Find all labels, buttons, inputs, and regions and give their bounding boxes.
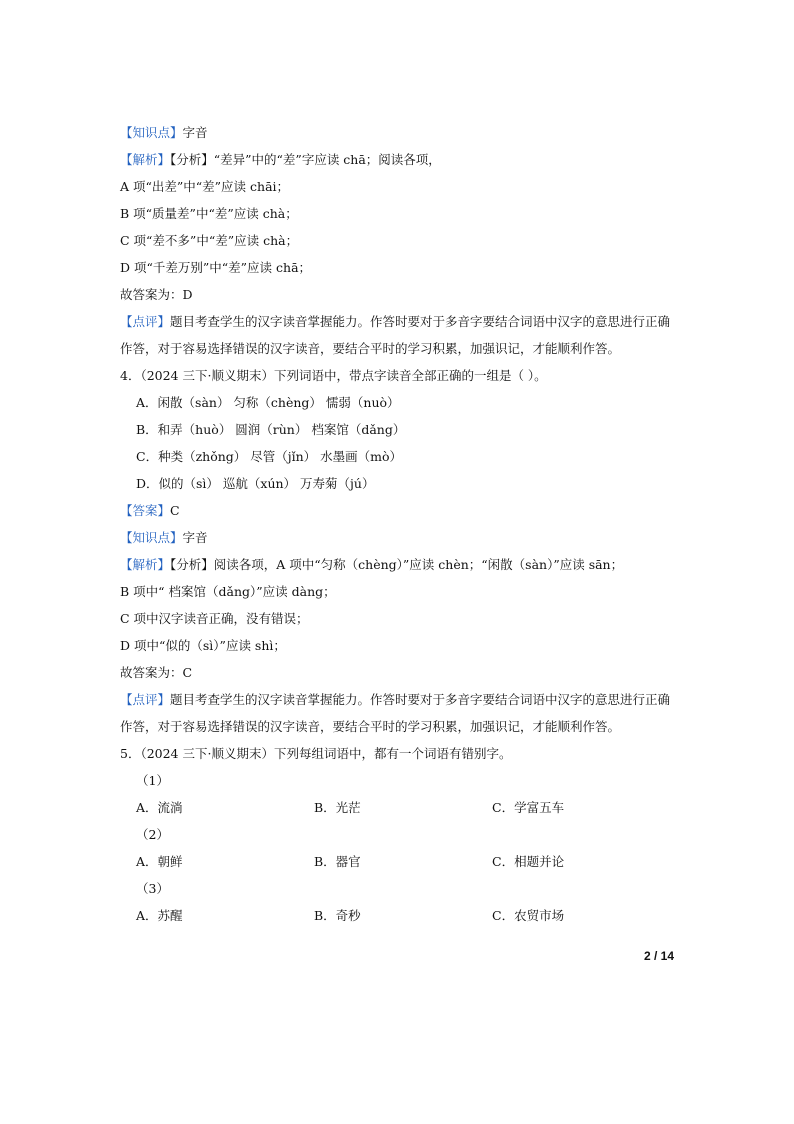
q3-knowledge-line bbox=[120, 124, 208, 142]
q3-comment-line bbox=[120, 313, 670, 331]
q5-group-3-label: （3） bbox=[136, 881, 169, 896]
q5-group-3-option-b: B．奇秒 bbox=[314, 908, 361, 923]
analysis-text: 【分析】“差异”中的“差”字应读 chā；阅读各项， bbox=[170, 152, 441, 167]
q5-group-1-option-a: A．流淌 bbox=[136, 800, 183, 815]
q4-stem: 4．（2024 三下·顺义期末）下列词语中，带点字读音全部正确的一组是（ ）。 bbox=[120, 368, 547, 383]
q4-analysis-item-b: B 项中“ 档案馆（dǎng）”应读 dàng； bbox=[120, 584, 336, 599]
q5-group-2-label: （2） bbox=[136, 827, 169, 842]
q4-comment-continuation: 作答，对于容易选择错误的汉字读音，要结合平时的学习积累，加强识记，才能顺利作答。 bbox=[120, 719, 621, 734]
knowledge-text: 字音 bbox=[182, 530, 208, 545]
q5-group-3-option-c: C．农贸市场 bbox=[492, 908, 565, 923]
comment-tag: 【点评】 bbox=[120, 314, 171, 329]
answer-tag: 【答案】 bbox=[120, 503, 171, 518]
q4-comment-line bbox=[120, 691, 670, 709]
q4-knowledge-line bbox=[120, 529, 208, 547]
q4-analysis-line bbox=[120, 556, 623, 574]
q5-group-1-label: （1） bbox=[136, 773, 169, 788]
answer-text: C bbox=[170, 503, 180, 518]
q4-answer-summary: 故答案为：C bbox=[120, 665, 193, 680]
q3-analysis-item-c: C 项“差不多”中“差”应读 chà； bbox=[120, 233, 299, 248]
q3-answer-line: 故答案为：D bbox=[120, 287, 193, 302]
q4-analysis-item-c: C 项中汉字读音正确，没有错误； bbox=[120, 611, 309, 626]
comment-text: 题目考查学生的汉字读音掌握能力。作答时要对于多音字要结合词语中汉字的意思进行正确 bbox=[170, 692, 671, 707]
page-number: 2 / 14 bbox=[643, 949, 674, 963]
knowledge-text: 字音 bbox=[182, 125, 208, 140]
q5-group-1-option-b: B．光茫 bbox=[314, 800, 361, 815]
comment-text: 题目考查学生的汉字读音掌握能力。作答时要对于多音字要结合词语中汉字的意思进行正确 bbox=[170, 314, 671, 329]
knowledge-tag: 【知识点】 bbox=[120, 125, 183, 140]
q4-answer-line bbox=[120, 502, 180, 520]
analysis-tag: 【解析】 bbox=[120, 557, 171, 572]
q4-option-c: C．种类（zhǒng） 尽管（jǐn） 水墨画（mò） bbox=[136, 449, 403, 464]
q4-option-b: B．和弄（huò） 圆润（rùn） 档案馆（dǎng） bbox=[136, 422, 406, 437]
analysis-text: 【分析】阅读各项，A 项中“匀称（chèng）”应读 chèn；“闲散（sàn）”应读 sān； bbox=[170, 557, 624, 572]
q4-option-d: D．似的（sì） 巡航（xún） 万寿菊（jú） bbox=[136, 476, 375, 491]
q5-group-2-option-c: C．相题并论 bbox=[492, 854, 565, 869]
q4-option-a: A．闲散（sàn） 匀称（chèng） 懦弱（nuò） bbox=[136, 395, 400, 410]
q5-group-1-option-c: C．学富五车 bbox=[492, 800, 565, 815]
q3-analysis-item-b: B 项“质量差”中“差”应读 chà； bbox=[120, 206, 298, 221]
q5-group-3-option-a: A．苏醒 bbox=[136, 908, 183, 923]
comment-tag: 【点评】 bbox=[120, 692, 171, 707]
analysis-tag: 【解析】 bbox=[120, 152, 171, 167]
q5-group-2-option-b: B．器官 bbox=[314, 854, 361, 869]
q3-analysis-line bbox=[120, 151, 441, 169]
q3-comment-continuation: 作答，对于容易选择错误的汉字读音，要结合平时的学习积累，加强识记，才能顺利作答。 bbox=[120, 341, 621, 356]
q4-analysis-item-d: D 项中“似的（sì）”应读 shì； bbox=[120, 638, 286, 653]
knowledge-tag: 【知识点】 bbox=[120, 530, 183, 545]
q3-analysis-item-d: D 项“千差万别”中“差”应读 chā； bbox=[120, 260, 312, 275]
q5-group-2-option-a: A．朝鲜 bbox=[136, 854, 183, 869]
q3-analysis-item-a: A 项“出差”中“差”应读 chāi； bbox=[120, 179, 290, 194]
q5-stem: 5．（2024 三下·顺义期末）下列每组词语中，都有一个词语有错别字。 bbox=[120, 746, 512, 761]
